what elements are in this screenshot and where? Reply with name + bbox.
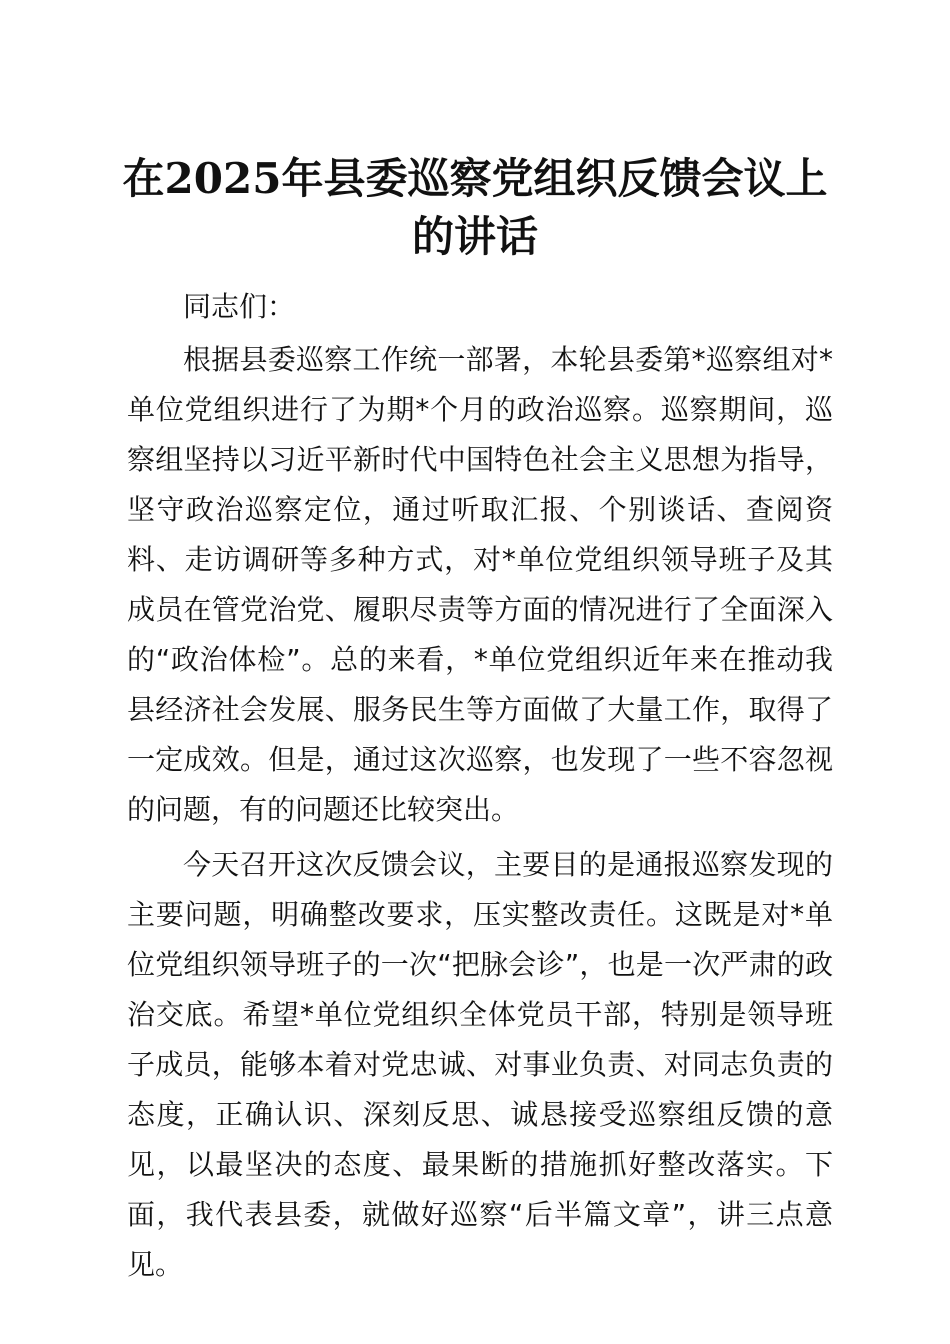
salutation: 同志们： — [183, 290, 296, 323]
document-body — [127, 282, 833, 1295]
document-title: 在2025年县委巡察党组织反馈会议上的讲话 — [122, 154, 828, 261]
paragraph-1: 根据县委巡察工作统一部署，本轮县委第*巡察组对*单位党组织进行了为期*个月的政治巡察。巡察期间，巡察组坚持以习近平新时代中国特色社会主义思想为指导，坚守政治巡察定位，通过听取汇报、个别谈话、查阅资料、走访调研等多种方式，对*单位党组织领导班子及其成员在管党治党、履职尽责等方面的情况进行了全面深入的“政治体检”。总的来看，*单位党组织近年来在推动我县经济社会发展、服务民生等方面做了大量工作，取得了一定成效。但是，通过这次巡察，也发现了一些不容忽视的问题，有的问题还比较突出。 — [127, 343, 833, 826]
paragraph-2: 今天召开这次反馈会议，主要目的是通报巡察发现的主要问题，明确整改要求，压实整改责任。这既是对*单位党组织领导班子的一次“把脉会诊”，也是一次严肃的政治交底。希望*单位党组织全体党员干部，特别是领导班子成员，能够本着对党忠诚、对事业负责、对同志负责的态度，正确认识、深刻反思、诚恳接受巡察组反馈的意见，以最坚决的态度、最果断的措施抓好整改落实。下面，我代表县委，就做好巡察“后半篇文章”，讲三点意见。 — [127, 848, 833, 1281]
